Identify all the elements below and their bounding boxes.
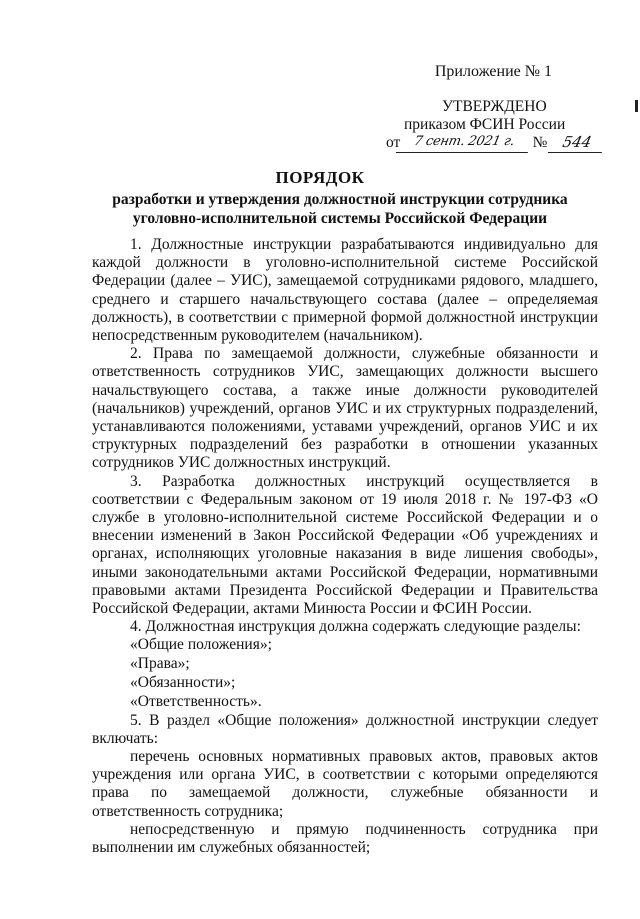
approval-block (400, 98, 600, 134)
section-responsibility: «Ответственность». (130, 692, 262, 710)
date-prefix: от (386, 134, 401, 151)
paragraph-1: 1. Должностные инструкции разрабатываются индивидуально для каждой должности в уголовно-исполнительной системе Российской Федерации (далее – УИС), замещаемой сотрудниками рядового, младшего, среднего и старшего начальствующего состава (далее – определяемая должность), в соответствии с примерной формой должностной инструкции непосредственным руководителем (начальником). (92, 236, 598, 345)
subtitle-line-2: уголовно-исполнительной системы Российской Федерации (132, 210, 548, 227)
appendix-header (312, 62, 552, 81)
number-prefix: № (532, 134, 548, 151)
subtitle-line-1: разработки и утверждения должностной инструкции сотрудника (112, 191, 568, 208)
paragraph-6: перечень основных нормативных правовых актов, правовых актов учреждения или органа УИС, в соответствии с которыми определяются права по замещаемой должности, служебные обязанности и ответственность сотрудника; (92, 748, 598, 820)
order-label: приказом ФСИН России (404, 116, 566, 133)
document-subtitle (90, 190, 590, 228)
paragraph-2: 2. Права по замещаемой должности, служебные обязанности и ответственность сотрудников УИС, замещающих должности высшего начальствующего состава, а также иные должности руководителей (начальников) учреждений, органов УИС и их структурных подразделений, устанавливаются положениями, уставами учреждений, органов УИС и их структурных подразделений без разработки в отношении указанных сотрудников УИС должностных инструкций. (92, 345, 598, 472)
section-rights: «Права»; (130, 655, 190, 673)
handwritten-date: 7 сент. 2021 г. (396, 132, 532, 153)
paragraph-3: 3. Разработка должностных инструкций осуществляется в соответствии с Федеральным законом от 19 июля 2018 г. № 197-ФЗ «О службе в уголовно-исполнительной системе Российской Федерации и о внесении изменений в Закон Российской Федерации «Об учреждениях и органах, исполняющих уголовные наказания в виде лишения свободы», иными законодательными актами Российской Федерации, нормативными правовыми актами Президента Российской Федерации и Правительства Российской Федерации, актами Минюста России и ФСИН России. (92, 472, 598, 618)
handwritten-number: 544 (548, 132, 606, 153)
paragraph-5: 5. В раздел «Общие положения» должностной инструкции следует включать: (92, 711, 598, 747)
paragraph-4: 4. Должностная инструкция должна содержать следующие разделы: (130, 618, 581, 636)
section-duties: «Обязанности»; (130, 674, 236, 692)
section-general: «Общие положения»; (130, 636, 272, 654)
scan-edge-mark (635, 100, 638, 112)
order-date-line (386, 132, 606, 154)
appendix-label: Приложение № 1 (434, 63, 552, 80)
document-title: ПОРЯДОК (275, 168, 365, 187)
document-body (92, 236, 598, 857)
paragraph-7: непосредственную и прямую подчиненность сотрудника при выполнении им служебных обязанностей; (92, 820, 598, 857)
approved-label: УТВЕРЖДЕНО (442, 98, 547, 115)
